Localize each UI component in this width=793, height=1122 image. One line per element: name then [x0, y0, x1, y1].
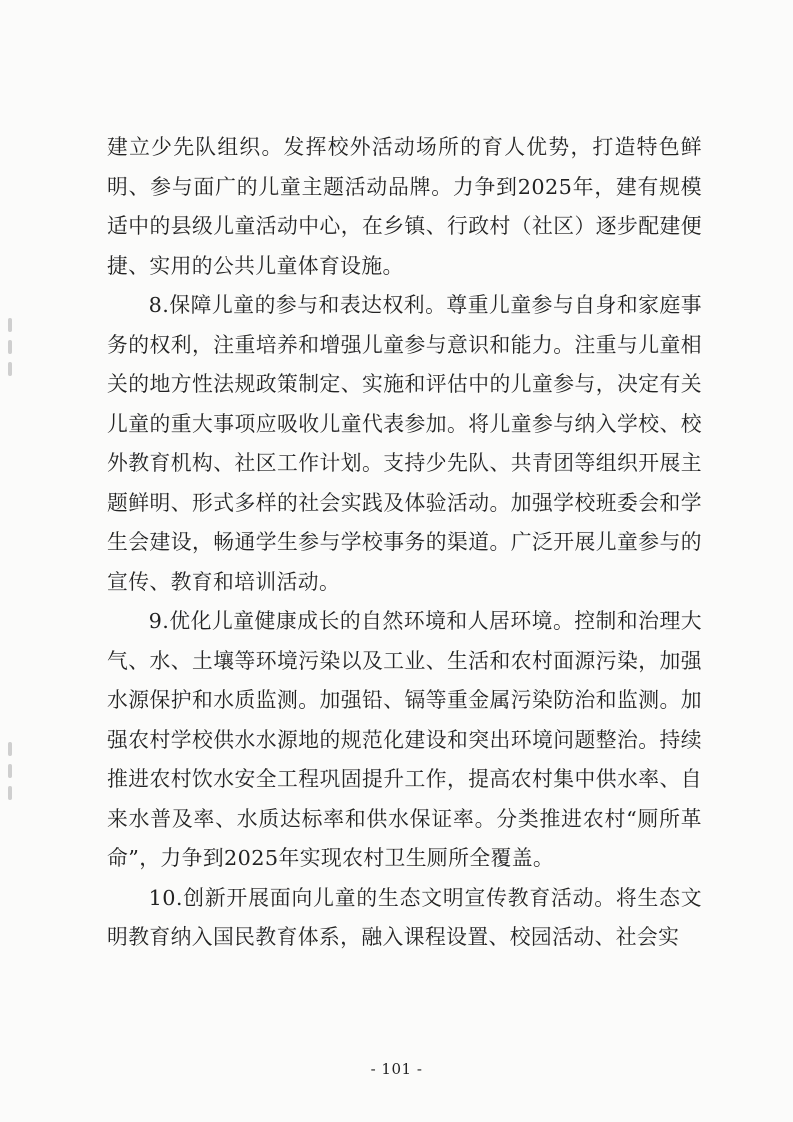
paragraph-item-8: 8.保障儿童的参与和表达权利。尊重儿童参与自身和家庭事务的权利，注重培养和增强儿童参与意识和能力。注重与儿童相关的地方性法规政策制定、实施和评估中的儿童参与，决定有关儿童的重大事项应吸收儿童代表参加。将儿童参与纳入学校、校外教育机构、社区工作计划。支持少先队、共青团等组织开展主题鲜明、形式多样的社会实践及体验活动。加强学校班委会和学生会建设，畅通学生参与学校事务的渠道。广泛开展儿童参与的宣传、教育和培训活动。 — [107, 293, 702, 594]
binding-hole — [8, 786, 12, 800]
binding-hole — [8, 362, 12, 376]
binding-hole — [8, 764, 12, 778]
page-number: - 101 - — [370, 1060, 423, 1078]
binding-hole — [8, 340, 12, 354]
paragraph-continuation: 建立少先队组织。发挥校外活动场所的育人优势，打造特色鲜明、参与面广的儿童主题活动品牌。力争到2025年，建有规模适中的县级儿童活动中心，在乡镇、行政村（社区）逐步配建便捷、实用的公共儿童体育设施。 — [107, 135, 702, 278]
paragraph-item-10: 10.创新开展面向儿童的生态文明宣传教育活动。将生态文明教育纳入国民教育体系，融入课程设置、校园活动、社会实 — [107, 885, 702, 949]
binding-hole — [8, 742, 12, 756]
body-text — [107, 128, 702, 958]
binding-hole — [8, 318, 12, 332]
paragraph-item-9: 9.优化儿童健康成长的自然环境和人居环境。控制和治理大气、水、土壤等环境污染以及工业、生活和农村面源污染，加强水源保护和水质监测。加强铅、镉等重金属污染防治和监测。加强农村学校供水水源地的规范化建设和突出环境问题整治。持续推进农村饮水安全工程巩固提升工作，提高农村集中供水率、自来水普及率、水质达标率和供水保证率。分类推进农村“厕所革命”，力争到2025年实现农村卫生厕所全覆盖。 — [107, 609, 702, 870]
